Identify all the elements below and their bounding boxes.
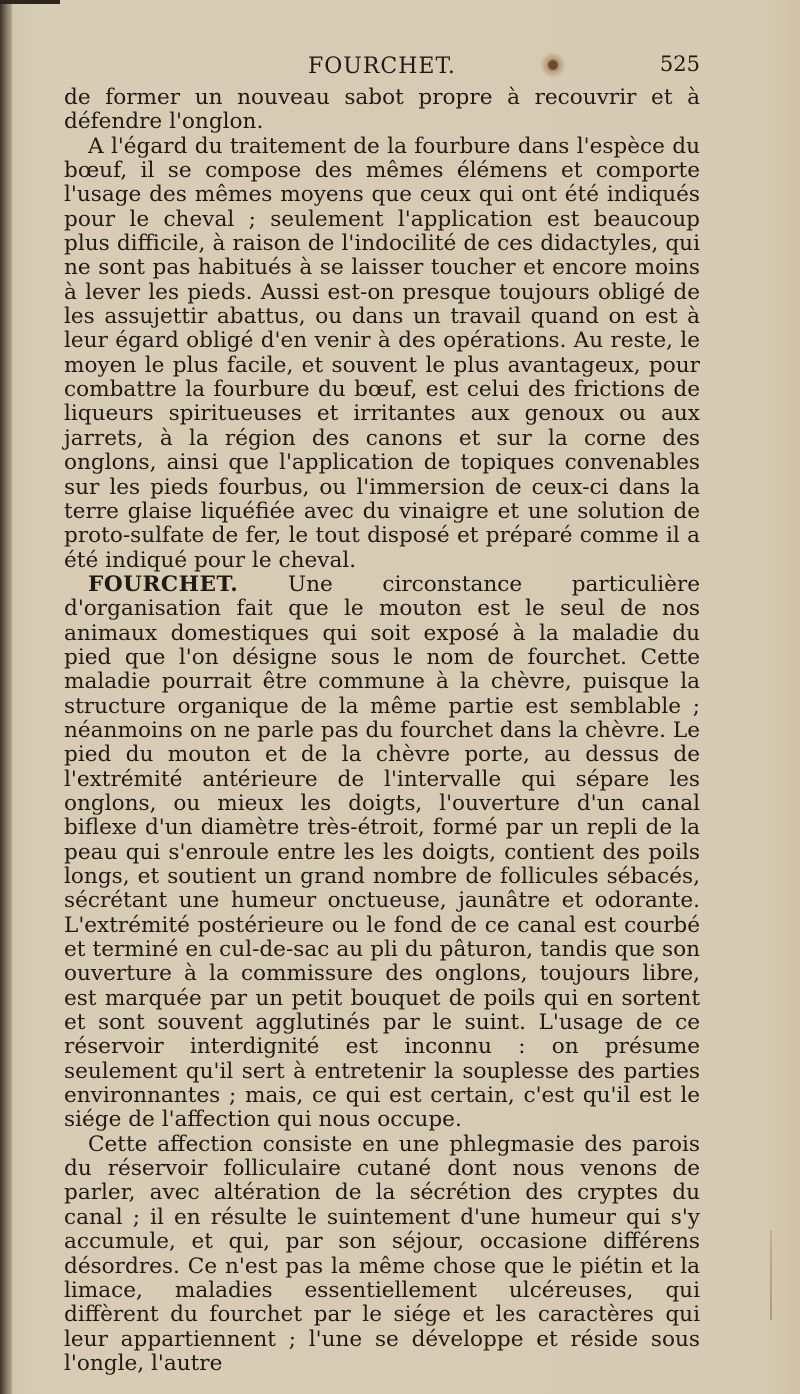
paragraph-fourchet-entry — [64, 573, 700, 1133]
paragraph-fourbure-bœuf — [64, 135, 700, 573]
paragraph-text: Une circonstance particulière d'organisation fait que le mouton est le seul de nos animaux domestiques qui soit exposé à la maladie du pied que l'on désigne sous le nom de fourchet. Cette maladie pourrait être commune à la chèvre, puisque la structure organique de la même partie est semblable ; néanmoins on ne parle pas du fourchet dans la chèvre. Le pied du mouton et de la chèvre porte, au dessus de l'extrémité antérieure de l'intervalle qui sépare les onglons, ou mieux les doigts, l'ouverture d'un canal biflexe d'un diamètre très-étroit, formé par un repli de la peau qui s'enroule entre les les doigts, contient des poils longs, et soutient un grand nombre de follicules sébacés, sécrétant une humeur onctueuse, jaunâtre et odorante. L'extrémité postérieure ou le fond de ce canal est courbé et terminé en cul-de-sac au pli du pâturon, tandis que son ouverture à la commissure des onglons, toujours libre, est marquée par un petit bouquet de poils qui en sortent et sont souvent agglutinés par le suint. L'usage de ce réservoir interdignité est inconnu : on présume seulement qu'il sert à entretenir la souplesse des parties environnantes ; mais, ce qui est certain, c'est qu'il est le siége de l'affection qui nous occupe. — [64, 571, 700, 1133]
margin-crease — [770, 1230, 772, 1320]
running-header — [82, 50, 700, 84]
paragraph-continuation — [64, 86, 700, 135]
paragraph-affection — [64, 1133, 700, 1376]
paragraph-text: de former un nouveau sabot propre à recouvrir et à défendre l'onglon. — [64, 85, 700, 135]
page-number: 525 — [659, 52, 700, 76]
running-title: FOURCHET. — [308, 54, 456, 79]
entry-headword: FOURCHET. — [88, 571, 239, 597]
book-spine-shadow — [0, 0, 12, 1394]
ink-stain-mark — [540, 52, 566, 78]
page-top-edge — [0, 0, 60, 4]
paragraph-text: Cette affection consiste en une phlegmasie des parois du réservoir folliculaire cutané dont nous venons de parler, avec altération de la sécrétion des cryptes du canal ; il en résulte le suintement d'une humeur qui s'y accumule, et qui, par son séjour, occasione différens désordres. Ce n'est pas la même chose que le piétin et la limace, maladies essentiellement ulcéreuses, qui diffèrent du fourchet par le siége et les caractères qui leur appartiennent ; l'une se développe et réside sous l'ongle, l'autre — [64, 1131, 700, 1376]
paragraph-text: A l'égard du traitement de la fourbure dans l'espèce du bœuf, il se compose des mêmes élémens et comporte l'usage des mêmes moyens que ceux qui ont été indiqués pour le cheval ; seulement l'application est beaucoup plus difficile, à raison de l'indocilité de ces didactyles, qui ne sont pas habitués à se laisser toucher et encore moins à lever les pieds. Aussi est-on presque toujours obligé de les assujettir abattus, ou dans un travail quand on est à leur égard obligé d'en venir à des opérations. Au reste, le moyen le plus facile, et souvent le plus avantageux, pour combattre la fourbure du bœuf, est celui des frictions de liqueurs spiritueuses et irritantes aux genoux ou aux jarrets, à la région des canons et sur la corne des onglons, ainsi que l'application de topiques convenables sur les pieds fourbus, ou l'immersion de ceux-ci dans la terre glaise liquéfiée avec du vinaigre et une solution de proto-sulfate de fer, le tout disposé et préparé comme il a été indiqué pour le cheval. — [64, 133, 700, 573]
body-text — [64, 86, 700, 1376]
